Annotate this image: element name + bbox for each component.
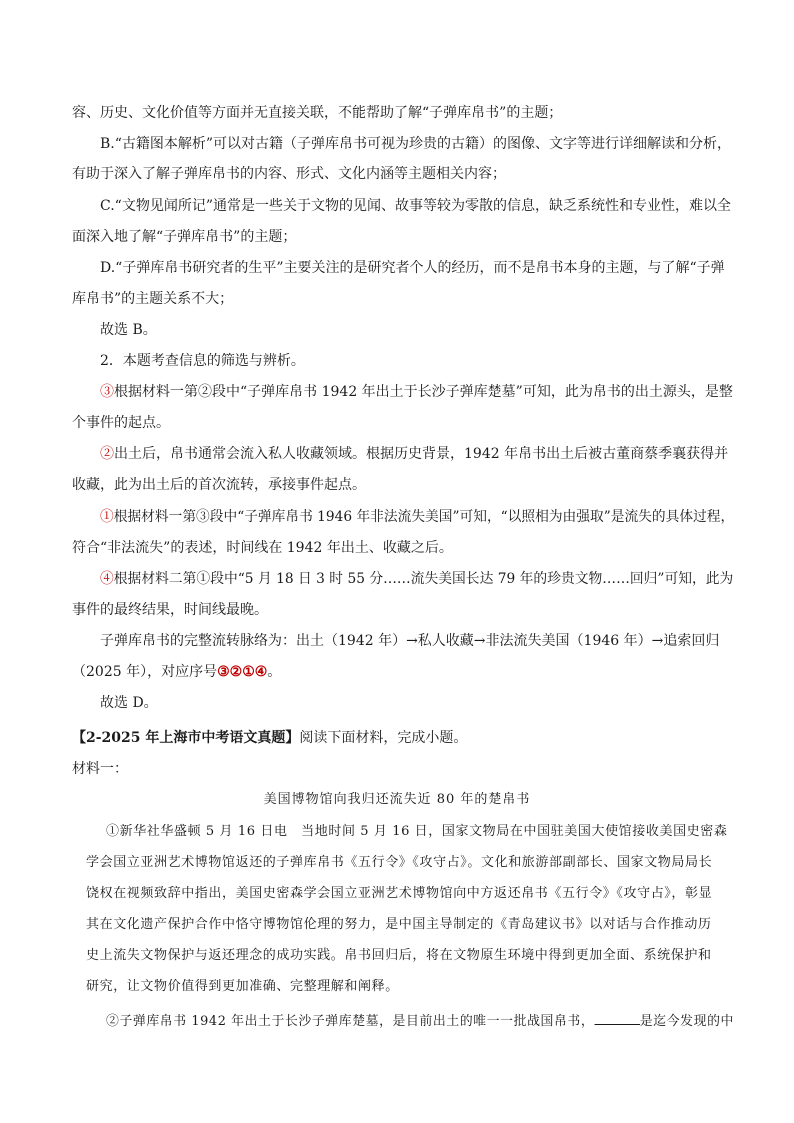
answer-line-12: ②出土后，帛书通常会流入私人收藏领域。根据历史背景，1942 年帛书出土后被古董商蔡季襄获得并: [100, 446, 729, 462]
question-header: [72, 728, 467, 748]
passage-line-2: 学会国立亚洲艺术博物馆返还的子弹库帛书《五行令》《攻守占》。文化和旅游部副部长、国家文物局局长: [86, 855, 713, 870]
answer-line-16: ④根据材料二第①段中“5 月 18 日 3 时 55 分……流失美国长达 79 年的珍贵文物……回归”可知，此为: [100, 571, 734, 587]
answer-line-13: 收藏，此为出土后的首次流转，承接事件起点。: [72, 477, 366, 493]
passage-line-4: 其在文化遗产保护合作中恪守博物馆伦理的努力，是中国主导制定的《青岛建议书》以对话与合作推动历: [86, 917, 712, 932]
answer-line-11: 个事件的起点。: [72, 415, 170, 431]
answer-line-20: 故选 D。: [100, 695, 158, 711]
answer-line-7: 库帛书”的主题关系不大；: [72, 291, 234, 307]
question-source-tag: 【2-2025 年上海市中考语文真题】: [72, 730, 300, 746]
fill-in-blank[interactable]: [594, 1010, 639, 1025]
passage-title: 美国博物馆向我归还流失近 80 年的楚帛书: [263, 792, 531, 807]
passage-line-7: [106, 1010, 734, 1032]
answer-line-5: 面深入地了解“子弹库帛书”的主题；: [72, 229, 297, 245]
passage-line-3: 饶权在视频致辞中指出，美国史密森学会国立亚洲艺术博物馆向中方返还帛书《五行令》《攻守占》，彰显: [86, 886, 713, 901]
answer-line-19: [72, 662, 281, 682]
answer-line-18: 子弹库帛书的完整流转脉络为：出土（1942 年）→私人收藏→非法流失美国（1946 年）→追索回归: [100, 633, 720, 649]
answer-line-15: 符合“非法流失”的表述，时间线在 1942 年出土、收藏之后。: [72, 540, 453, 556]
passage-line-6: 研究，让文物价值得到更加准确、完整理解和阐释。: [86, 979, 399, 994]
answer-line-19-text: （2025 年），对应序号: [72, 664, 218, 680]
answer-line-3: 有助于深入了解子弹库帛书的内容、形式、文化内涵等主题相关内容；: [72, 166, 506, 182]
answer-line-19-end: 。: [267, 664, 282, 680]
answer-line-9: 2．本题考查信息的筛选与辨析。: [100, 353, 305, 369]
answer-line-6: D.“子弹库帛书研究者的生平”主要关注的是研究者个人的经历，而不是帛书本身的主题，与了解“子弹: [100, 260, 725, 276]
passage-line-7-text: ②子弹库帛书 1942 年出土于长沙子弹库楚墓，是目前出土的唯一一批战国帛书，: [106, 1014, 595, 1029]
passage-line-5: 史上流失文物保护与返还理念的成功实践。帛书回归后，将在文物原生环境中得到更加全面、系统保护和: [86, 948, 712, 963]
answer-sequence: ③②①④: [217, 664, 268, 680]
passage-line-7-end: 是迄今发现的中: [639, 1014, 734, 1029]
passage-line-1: ①新华社华盛顿 5 月 16 日电 当地时间 5 月 16 日，国家文物局在中国驻美国大使馆接收美国史密森: [106, 824, 728, 839]
question-prompt: 阅读下面材料，完成小题。: [299, 730, 468, 746]
answer-line-2: B.“古籍图本解析”可以对古籍（子弹库帛书可视为珍贵的古籍）的图像、文字等进行详细解读和分析，: [100, 136, 732, 152]
answer-line-17: 事件的最终结果，时间线最晚。: [72, 602, 268, 618]
answer-line-8: 故选 B。: [100, 322, 157, 338]
answer-line-14: ①根据材料一第③段中“子弹库帛书 1946 年非法流失美国”可知，“以照相为由强取”是流失的具体过程，: [100, 509, 735, 525]
answer-line-1: 容、历史、文化价值等方面并无直接关联，不能帮助了解“子弹库帛书”的主题；: [72, 105, 563, 121]
answer-line-4: C.“文物见闻所记”通常是一些关于文物的见闻、故事等较为零散的信息，缺乏系统性和专业性，难以全: [100, 198, 731, 214]
answer-line-10: ③根据材料一第②段中“子弹库帛书 1942 年出土于长沙子弹库楚墓”可知，此为帛书的出土源头，是整: [100, 384, 733, 400]
material-label: 材料一：: [72, 761, 128, 777]
